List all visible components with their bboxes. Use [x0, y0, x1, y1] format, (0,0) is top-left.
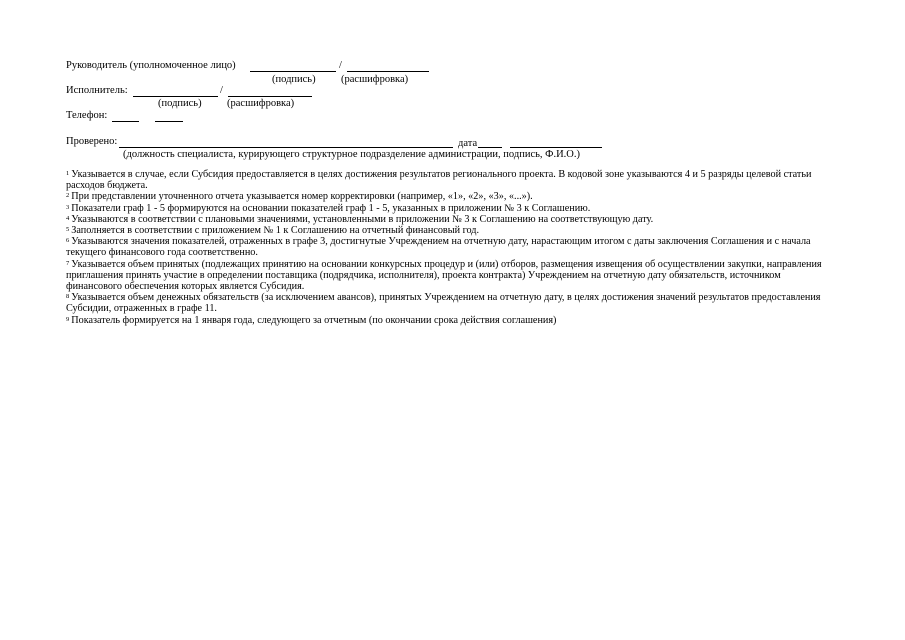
executor-signature-line — [133, 96, 218, 97]
footnote-text: При представлении уточненного отчета указывается номер корректировки (например, «1», «2», «3», «...»). — [71, 191, 533, 203]
footnote-3 — [66, 203, 836, 214]
footnote-text: Указываются в соответствии с плановыми значениями, установленными в приложении № 3 к Соглашению на соответствующую дату. — [71, 213, 654, 225]
head-decoding-line — [347, 71, 429, 72]
footnote-8 — [66, 292, 836, 314]
footnote-number: 8 — [66, 293, 70, 301]
head-signature-caption: (подпись) — [272, 74, 316, 85]
executor-decoding-caption: (расшифровка) — [227, 98, 295, 109]
verified-label: Проверено: — [66, 136, 118, 147]
footnote-2 — [66, 191, 836, 202]
head-decoding-caption: (расшифровка) — [341, 74, 409, 85]
footnote-number: 3 — [66, 203, 70, 211]
date-label: дата — [458, 138, 478, 149]
footnote-number: 1 — [66, 170, 70, 177]
footnote-number: 2 — [66, 192, 70, 200]
executor-signature-caption: (подпись) — [158, 98, 202, 109]
footnote-text: Указывается объем денежных обязательств (за исключением авансов), принятых Учреждением на отчетную дату, в целях достижения значений результатов предоставления Субсидии, отраженных в графе 11. — [66, 292, 821, 315]
footnote-6 — [66, 236, 836, 258]
phone-line-1 — [112, 121, 139, 122]
footnote-text: Показатели граф 1 - 5 формируются на основании показателей граф 1 - 5, указанных в приложении № 3 к Соглашению. — [71, 202, 591, 214]
date-line-2 — [510, 147, 602, 148]
footnote-text: Указывается объем принятых (подлежащих принятию на основании конкурсных процедур и (или) отборов, размещения извещения об осуществлении закупки, направления приглашения принять участие в определении поставщика (подрядчика, исполнителя), проекта контракта) Учреждением на отчетную дату обязательств, источником финансового обеспечения которых является Субсидия. — [66, 258, 822, 293]
verified-caption: (должность специалиста, курирующего структурное подразделение администрации, подпись, Ф.И.О.) — [123, 149, 580, 160]
verified-line — [119, 147, 453, 148]
footnote-number: 7 — [66, 259, 70, 267]
footnote-text: Указывается в случае, если Субсидия предоставляется в целях достижения результатов регионального проекта. В кодовой зоне указываются 4 и 5 разряды целевой статьи расходов бюджета. — [66, 169, 812, 192]
footnote-number: 6 — [66, 237, 70, 245]
footnote-7 — [66, 259, 836, 293]
phone-label: Телефон: — [66, 110, 108, 121]
executor-slash: / — [220, 85, 223, 96]
footnote-text: Показатель формируется на 1 января года, следующего за отчетным (по окончании срока действия соглашения) — [71, 314, 557, 326]
date-line-1 — [478, 147, 502, 148]
footnote-text: Указываются значения показателей, отраженных в графе 3, достигнутые Учреждением на отчетную дату, нарастающим итогом с даты заключения Соглашения и с начала текущего финансового года соответственно. — [66, 236, 811, 259]
head-signature-line — [250, 71, 336, 72]
footnote-text: Заполняется в соответствии с приложением № 1 к Соглашению на отчетный финансовый год. — [71, 225, 480, 237]
executor-label: Исполнитель: — [66, 85, 128, 96]
footnotes — [66, 169, 836, 326]
footnote-9 — [66, 315, 836, 326]
head-slash: / — [339, 60, 342, 71]
footnote-number: 9 — [66, 315, 70, 323]
footnote-number: 4 — [66, 214, 70, 222]
head-label: Руководитель (уполномоченное лицо) — [66, 60, 236, 71]
executor-decoding-line — [228, 96, 312, 97]
footnote-5 — [66, 225, 836, 236]
footnote-4 — [66, 214, 836, 225]
footnote-1 — [66, 169, 836, 191]
phone-line-2 — [155, 121, 183, 122]
footnote-number: 5 — [66, 226, 70, 234]
